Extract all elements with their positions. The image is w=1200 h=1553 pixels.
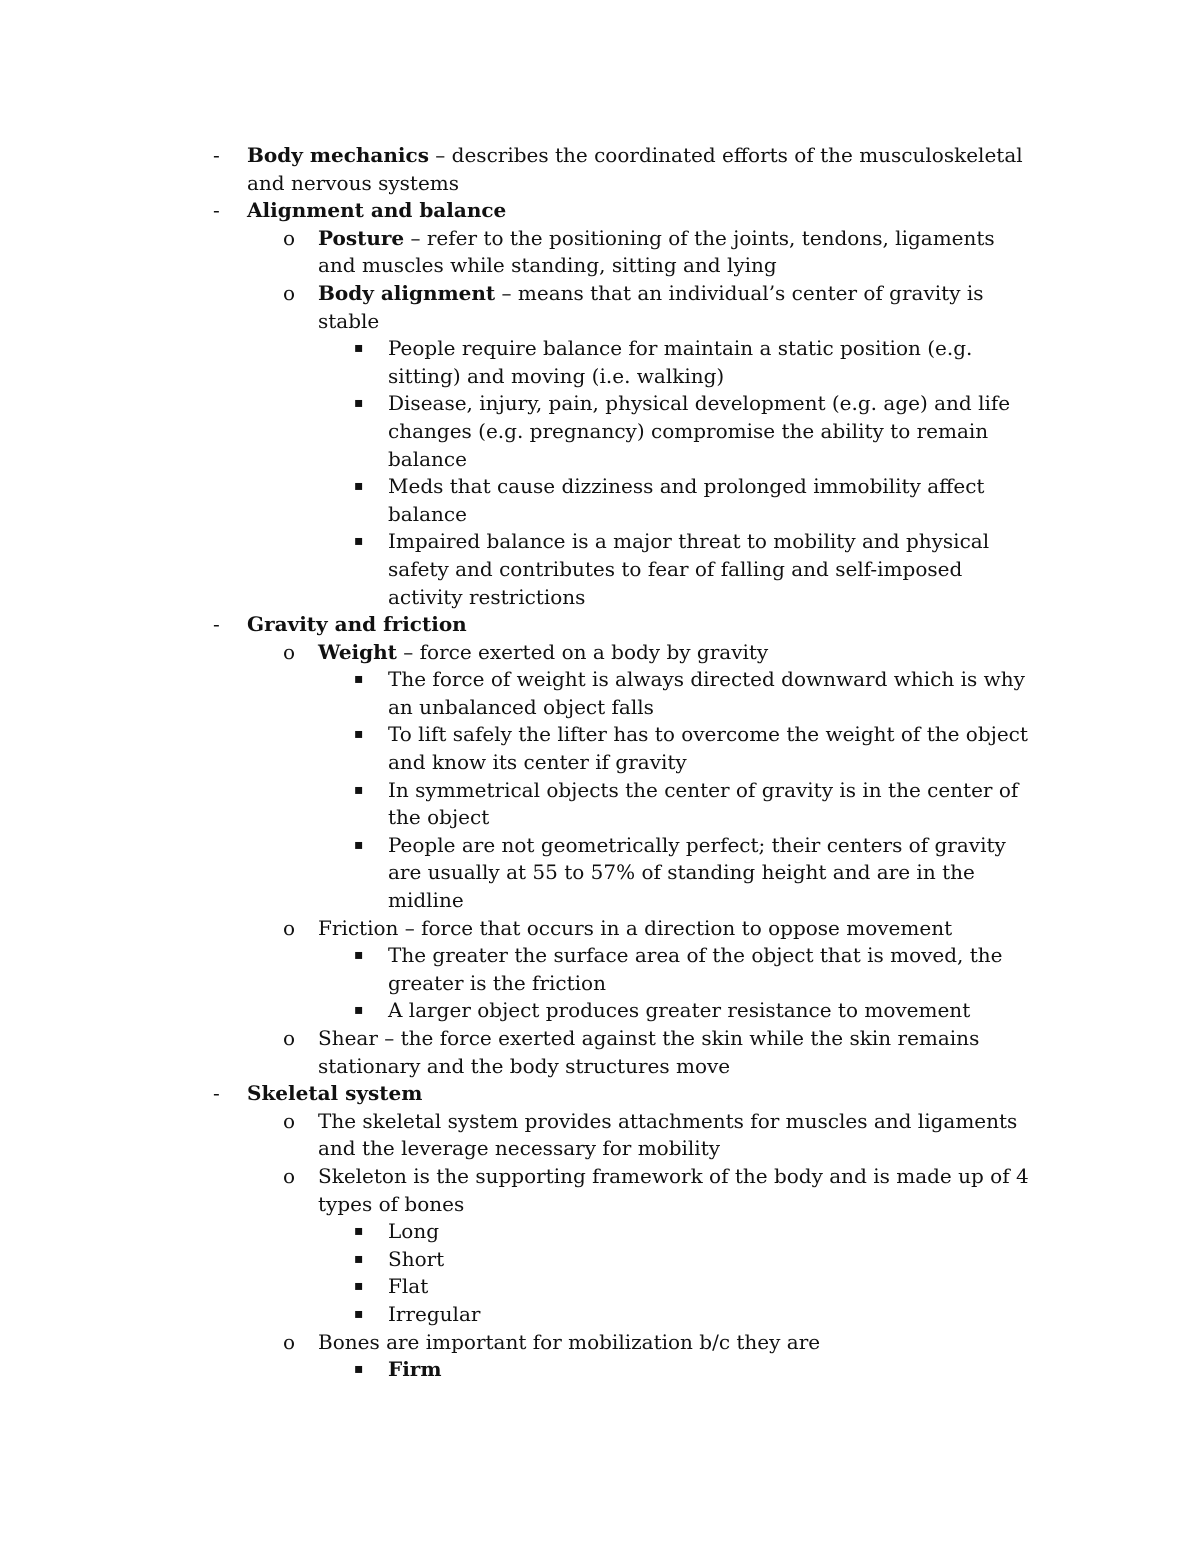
outline-item-level-1: [0, 197, 1037, 225]
bullet-marker: ▪: [354, 1250, 364, 1267]
outline-item-level-3: [0, 1246, 1028, 1274]
bullet-marker: ▪: [354, 726, 364, 743]
bullet-marker: -: [213, 612, 220, 637]
item-text: – force exerted on a body by gravity: [396, 639, 769, 664]
outline-item-level-1: [0, 142, 1037, 197]
bullet-marker: ▪: [354, 395, 364, 412]
outline-item-level-3: [0, 335, 1028, 390]
item-text: Meds that cause dizziness and prolonged immobility affect balance: [388, 474, 985, 526]
outline-item-level-3: [0, 1273, 1028, 1301]
item-term: Posture: [318, 225, 405, 250]
outline-item-level-3: [0, 721, 1028, 776]
bullet-marker: o: [283, 1108, 296, 1133]
outline-item-level-1: [0, 1080, 1037, 1108]
item-term: Gravity and friction: [247, 612, 467, 637]
item-text: The greater the surface area of the object that is moved, the greater is the friction: [388, 943, 1003, 995]
bullet-marker: -: [213, 1081, 220, 1106]
bullet-marker: -: [213, 198, 220, 223]
outline-item-level-3: [0, 666, 1028, 721]
item-term: Body alignment: [318, 280, 496, 305]
item-term: Weight: [318, 639, 397, 664]
item-text: – means that an individual’s center of gravity is stable: [318, 280, 984, 333]
outline-item-level-2: [0, 1329, 1038, 1357]
item-text: Skeleton is the supporting framework of the body and is made up of 4 types of bones: [318, 1163, 1029, 1216]
item-text: People are not geometrically perfect; their centers of gravity are usually at 55 to 57% of standing height and are in the midline: [388, 832, 1006, 913]
item-term: Firm: [388, 1357, 442, 1382]
bullet-marker: ▪: [354, 533, 364, 550]
outline-item-level-3: [0, 1356, 1028, 1384]
outline-item-level-3: [0, 390, 1028, 473]
item-text: Friction – force that occurs in a direction to oppose movement: [318, 915, 953, 940]
item-text: To lift safely the lifter has to overcome the weight of the object and know its center if gravity: [388, 722, 1028, 775]
item-text: Impaired balance is a major threat to mobility and physical safety and contributes to fear of falling and self-imposed activity restrictions: [388, 529, 990, 609]
outline-item-level-3: [0, 473, 1028, 528]
item-text: A larger object produces greater resistance to movement: [388, 998, 971, 1023]
outline-item-level-2: [0, 639, 1038, 667]
bullet-marker: o: [283, 1026, 296, 1050]
bullet-marker: ▪: [354, 1278, 364, 1295]
bullet-marker: ▪: [354, 340, 364, 357]
outline-item-level-2: [0, 1108, 1038, 1163]
bullet-marker: o: [283, 639, 296, 664]
bullet-marker: o: [283, 280, 296, 305]
bullet-marker: ▪: [354, 1361, 364, 1378]
bullet-marker: ▪: [354, 1002, 364, 1019]
bullet-marker: ▪: [354, 836, 364, 853]
bullet-marker: ▪: [354, 1223, 364, 1240]
item-text: Short: [388, 1246, 445, 1271]
item-text: The skeletal system provides attachments for muscles and ligaments and the leverage necessary for mobility: [318, 1108, 1018, 1161]
outline-list: [0, 142, 1200, 1384]
bullet-marker: o: [283, 225, 296, 250]
outline-item-level-3: [0, 1301, 1028, 1329]
item-text: People require balance for maintain a static position (e.g. sitting) and moving (i.e. walking): [388, 336, 973, 388]
item-text: – refer to the positioning of the joints, tendons, ligaments and muscles while standing, sitting and lying: [318, 225, 995, 278]
item-text: Irregular: [388, 1301, 481, 1326]
outline-item-level-3: [0, 997, 1028, 1025]
item-text: In symmetrical objects the center of gravity is in the center of the object: [388, 777, 1019, 830]
bullet-marker: ▪: [354, 947, 364, 964]
item-term: Alignment and balance: [247, 198, 507, 223]
outline-item-level-3: [0, 832, 1028, 915]
outline-item-level-3: [0, 528, 1028, 611]
outline-item-level-2: [0, 915, 1038, 943]
outline-item-level-3: [0, 942, 1028, 997]
outline-item-level-1: [0, 611, 1037, 639]
item-term: Skeletal system: [247, 1081, 423, 1106]
outline-item-level-3: [0, 1218, 1028, 1246]
item-text: Long: [388, 1219, 440, 1244]
bullet-marker: o: [283, 1163, 296, 1188]
item-text: Flat: [388, 1274, 429, 1299]
item-text: – describes the coordinated efforts of the musculoskeletal and nervous systems: [247, 143, 1023, 195]
outline-item-level-2: [0, 225, 1038, 280]
bullet-marker: ▪: [354, 1305, 364, 1322]
outline-item-level-2: [0, 1025, 1038, 1080]
bullet-marker: ▪: [354, 781, 364, 798]
item-text: Shear – the force exerted against the skin while the skin remains stationary and the body structures move: [318, 1026, 980, 1078]
item-text: Disease, injury, pain, physical development (e.g. age) and life changes (e.g. pregnancy) compromise the ability to remain balance: [388, 391, 1011, 471]
outline-item-level-3: [0, 777, 1028, 832]
item-text: The force of weight is always directed downward which is why an unbalanced object falls: [388, 667, 1025, 719]
item-text: Bones are important for mobilization b/c they are: [318, 1329, 821, 1354]
bullet-marker: ▪: [354, 671, 364, 688]
bullet-marker: o: [283, 1329, 296, 1354]
outline-item-level-2: [0, 1163, 1038, 1218]
bullet-marker: ▪: [354, 478, 364, 495]
bullet-marker: o: [283, 915, 296, 940]
bullet-marker: -: [213, 143, 220, 167]
item-term: Body mechanics: [247, 143, 429, 167]
outline-item-level-2: [0, 280, 1038, 335]
